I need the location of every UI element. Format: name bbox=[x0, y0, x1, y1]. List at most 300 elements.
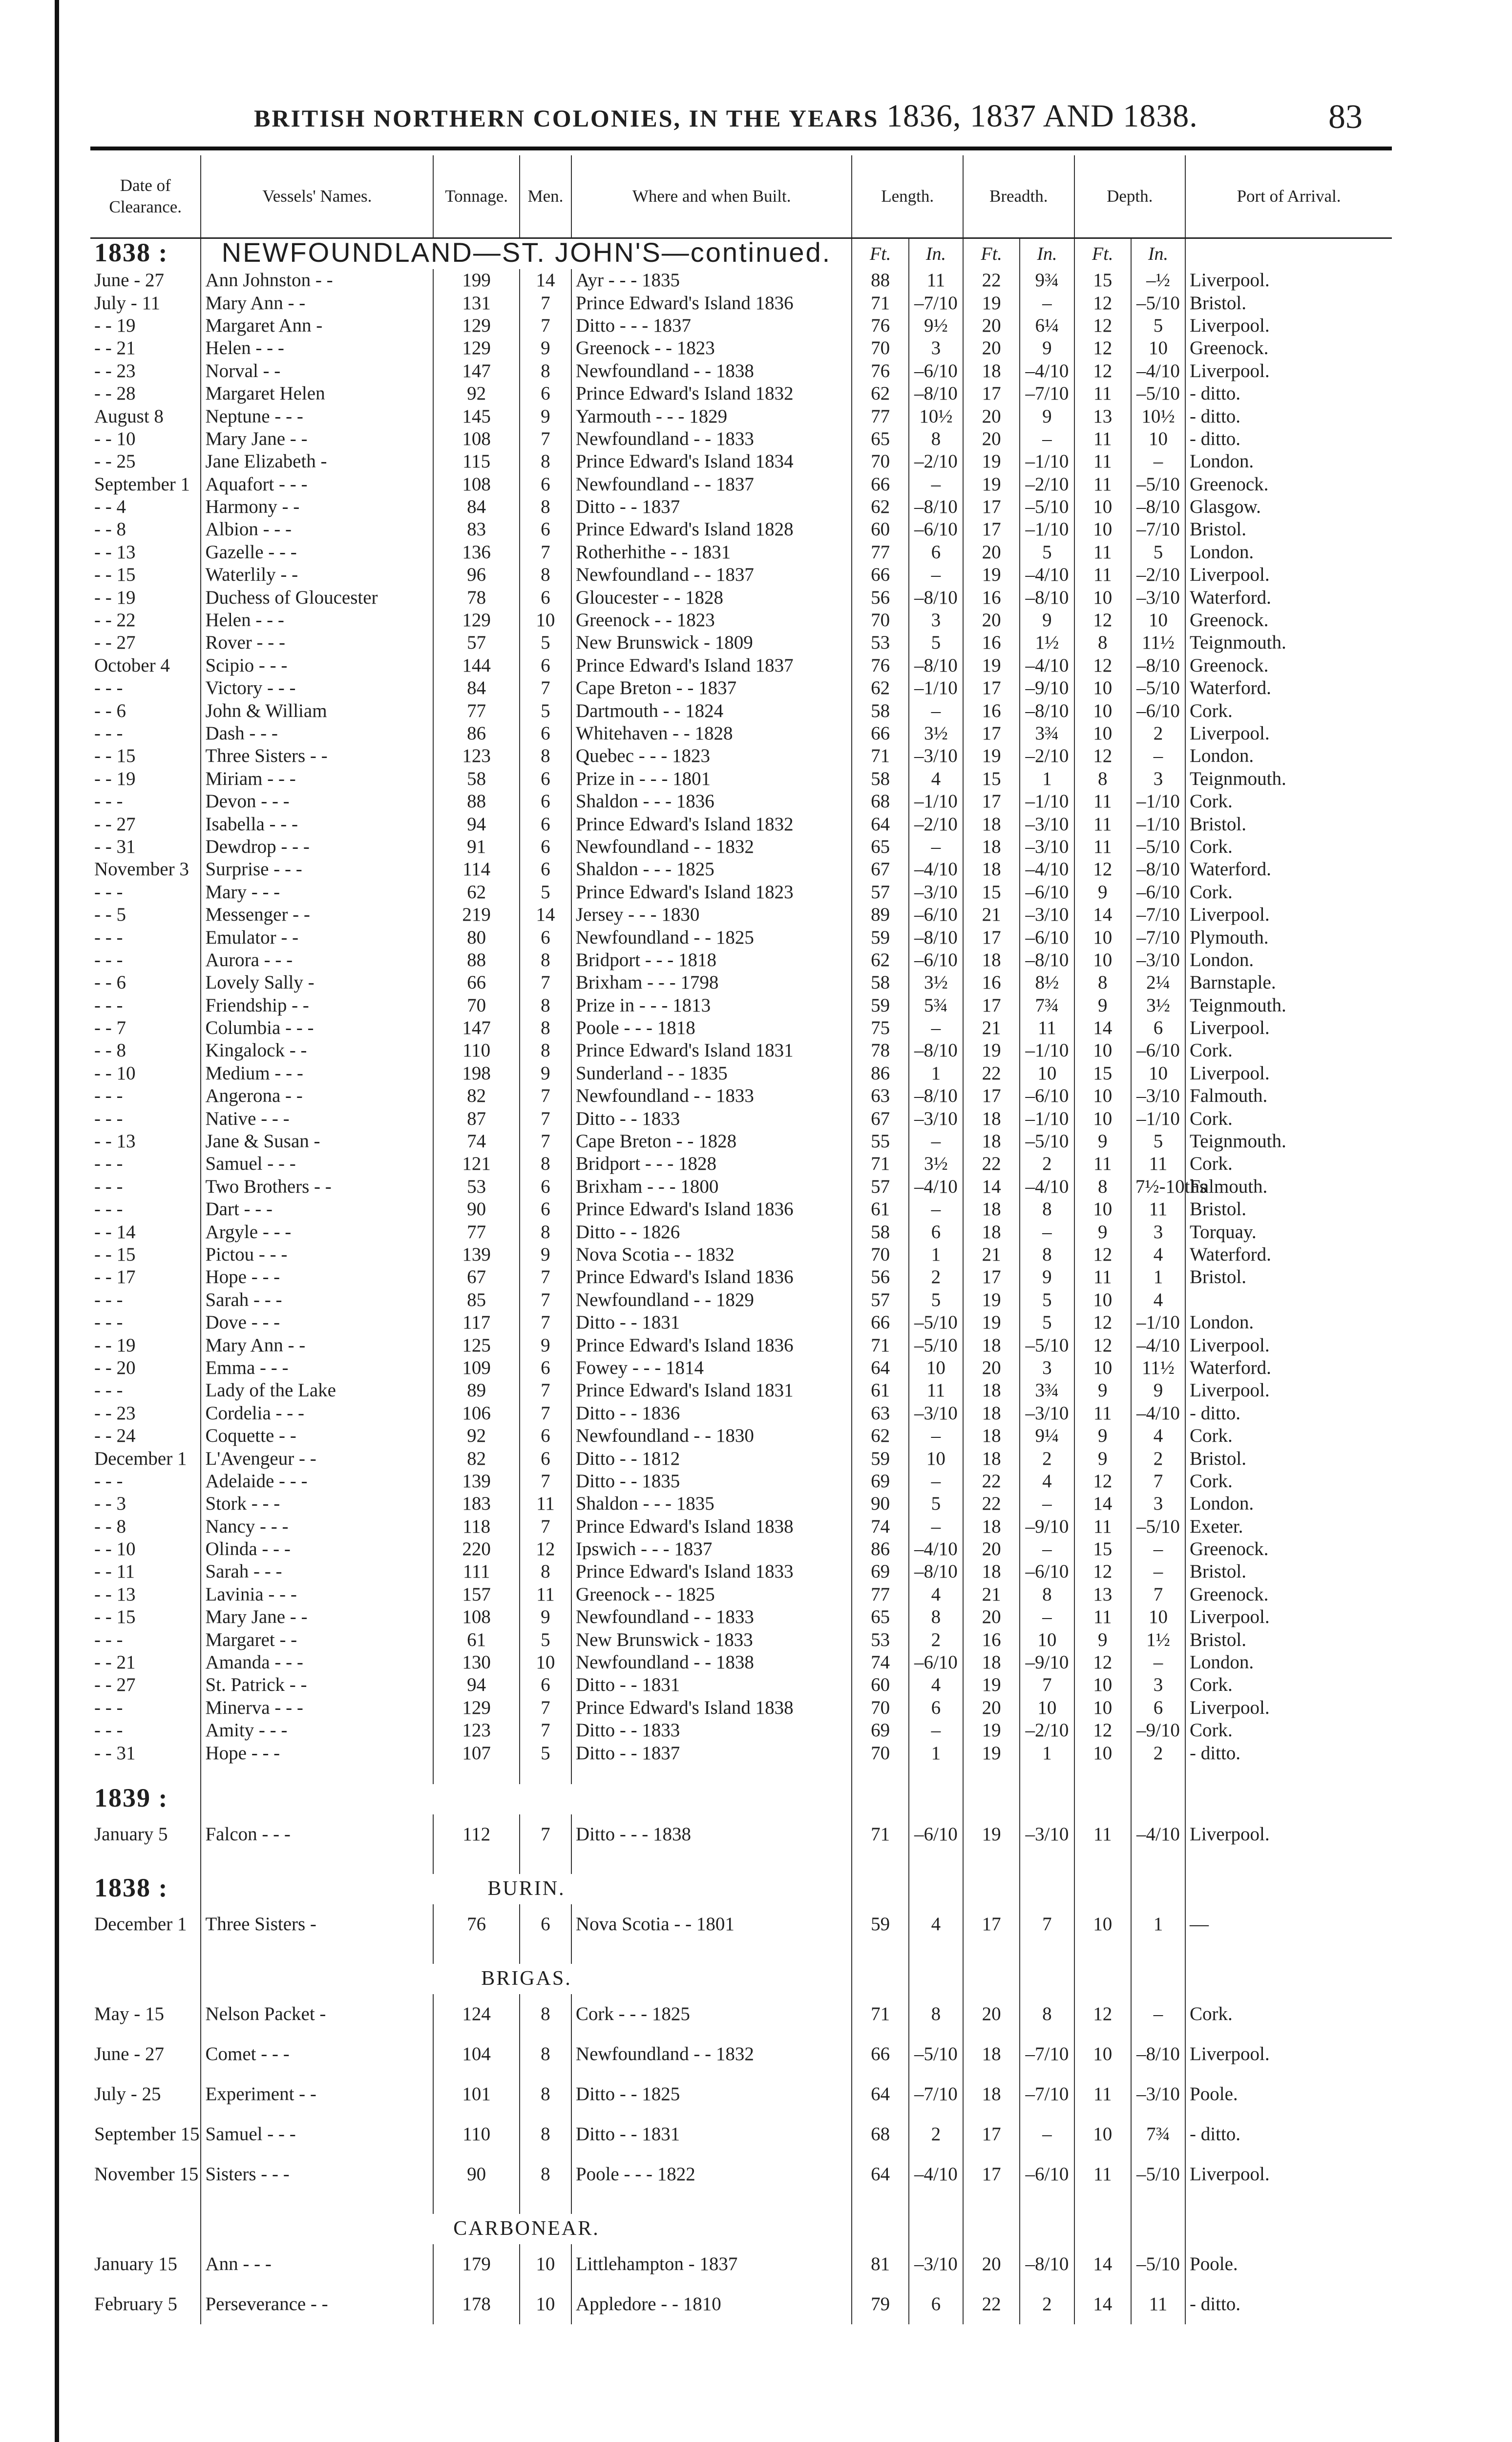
vessel-name: Mary - - - bbox=[201, 881, 433, 904]
spacer-cell bbox=[201, 1944, 433, 1964]
depth-feet: 14 bbox=[1074, 2284, 1131, 2324]
section-place: NEWFOUNDLAND—ST. JOHN'S—continued. bbox=[221, 236, 832, 268]
length-feet: 58 bbox=[852, 1221, 908, 1243]
depth-inches: –7/10 bbox=[1131, 904, 1185, 926]
depth-inches: 10½ bbox=[1131, 405, 1185, 427]
breadth-inches: 8 bbox=[1020, 1583, 1074, 1606]
depth-inches: –7/10 bbox=[1131, 926, 1185, 948]
tonnage: 108 bbox=[433, 428, 520, 450]
unit-inches-label: In. bbox=[925, 244, 946, 264]
vessel-name: Cordelia - - - bbox=[201, 1402, 433, 1425]
tonnage: 219 bbox=[433, 904, 520, 926]
length-inches: –8/10 bbox=[909, 586, 963, 609]
tonnage: 131 bbox=[433, 292, 520, 314]
blank-cell bbox=[1020, 1964, 1074, 1994]
breadth-feet: 22 bbox=[963, 1493, 1020, 1515]
length-feet: 58 bbox=[852, 971, 908, 994]
crew-count: 7 bbox=[520, 428, 571, 450]
vessel-row bbox=[90, 1493, 1392, 1515]
length-feet: 77 bbox=[852, 405, 908, 427]
built-place-year: Ditto - - 1837 bbox=[571, 496, 852, 518]
port-of-arrival: Bristol. bbox=[1185, 1560, 1392, 1583]
spacer-cell bbox=[1074, 1944, 1131, 1964]
vessel-row bbox=[90, 428, 1392, 450]
crew-count: 7 bbox=[520, 677, 571, 699]
breadth-feet: 17 bbox=[963, 382, 1020, 405]
breadth-inches: –3/10 bbox=[1020, 904, 1074, 926]
spacer-cell bbox=[433, 1765, 520, 1784]
port-of-arrival: Teignmouth. bbox=[1185, 994, 1392, 1017]
breadth-feet: 17 bbox=[963, 2154, 1020, 2194]
length-inches: –3/10 bbox=[909, 881, 963, 904]
vessel-row bbox=[90, 1379, 1392, 1402]
length-feet: 79 bbox=[852, 2284, 908, 2324]
depth-inches: –6/10 bbox=[1131, 881, 1185, 904]
depth-feet: 10 bbox=[1074, 1697, 1131, 1719]
clearance-date: - - 19 bbox=[94, 315, 136, 336]
tonnage: 109 bbox=[433, 1357, 520, 1379]
clearance-date: February 5 bbox=[94, 2293, 178, 2315]
clearance-date: - - - bbox=[94, 1697, 123, 1718]
clearance-date: - - 8 bbox=[94, 519, 126, 540]
tonnage: 123 bbox=[433, 1719, 520, 1742]
running-head-title: BRITISH NORTHERN COLONIES, IN THE YEARS bbox=[254, 105, 879, 132]
port-of-arrival: Cork. bbox=[1185, 790, 1392, 813]
spacer-cell bbox=[1074, 2194, 1131, 2214]
vessel-name: Ann - - - bbox=[201, 2244, 433, 2284]
breadth-inches: 9¾ bbox=[1020, 269, 1074, 292]
depth-feet: 13 bbox=[1074, 1583, 1131, 1606]
port-of-arrival: — bbox=[1185, 1904, 1392, 1944]
port-of-arrival: - ditto. bbox=[1185, 428, 1392, 450]
breadth-feet: 18 bbox=[963, 836, 1020, 858]
crew-count: 6 bbox=[520, 768, 571, 790]
depth-feet: 10 bbox=[1074, 1107, 1131, 1130]
clearance-date: - - 22 bbox=[94, 610, 136, 631]
length-feet: 56 bbox=[852, 586, 908, 609]
length-inches: –5/10 bbox=[909, 1311, 963, 1334]
clearance-date: - - 15 bbox=[94, 745, 136, 767]
port-of-arrival: London. bbox=[1185, 745, 1392, 767]
length-inches: 6 bbox=[909, 1697, 963, 1719]
clearance-date: October 4 bbox=[94, 654, 170, 676]
clearance-table bbox=[90, 155, 1392, 2324]
breadth-inches: 8 bbox=[1020, 1243, 1074, 1266]
depth-inches: 4 bbox=[1131, 1425, 1185, 1447]
depth-feet: 10 bbox=[1074, 1742, 1131, 1764]
breadth-feet: 15 bbox=[963, 881, 1020, 904]
col-tonnage: Tonnage. bbox=[433, 155, 520, 238]
tonnage: 66 bbox=[433, 971, 520, 994]
built-place-year: Sunderland - - 1835 bbox=[571, 1062, 852, 1085]
tonnage: 91 bbox=[433, 836, 520, 858]
depth-inches: – bbox=[1131, 1560, 1185, 1583]
breadth-inches: 3 bbox=[1020, 1357, 1074, 1379]
breadth-inches: –9/10 bbox=[1020, 1515, 1074, 1537]
tonnage: 88 bbox=[433, 790, 520, 813]
vessel-row bbox=[90, 269, 1392, 292]
vessel-name: Native - - - bbox=[201, 1107, 433, 1130]
port-of-arrival: Greenock. bbox=[1185, 1538, 1392, 1560]
crew-count: 6 bbox=[520, 813, 571, 835]
port-of-arrival: Cork. bbox=[1185, 1153, 1392, 1175]
depth-inches: 3½ bbox=[1131, 994, 1185, 1017]
clearance-date: July - 11 bbox=[94, 292, 161, 314]
depth-feet: 13 bbox=[1074, 405, 1131, 427]
depth-feet: 12 bbox=[1074, 745, 1131, 767]
tonnage: 121 bbox=[433, 1153, 520, 1175]
port-of-arrival: Teignmouth. bbox=[1185, 632, 1392, 654]
depth-feet: 10 bbox=[1074, 518, 1131, 541]
vessel-name: Neptune - - - bbox=[201, 405, 433, 427]
spacer-cell bbox=[201, 1854, 433, 1874]
breadth-feet: 21 bbox=[963, 1583, 1020, 1606]
breadth-inches: –2/10 bbox=[1020, 473, 1074, 496]
depth-inches: –5/10 bbox=[1131, 2154, 1185, 2194]
breadth-feet: 18 bbox=[963, 1447, 1020, 1470]
vessel-name: Margaret - - bbox=[201, 1628, 433, 1651]
clearance-date: - - 4 bbox=[94, 496, 126, 518]
built-place-year: Poole - - - 1822 bbox=[571, 2154, 852, 2194]
breadth-inches: 9 bbox=[1020, 405, 1074, 427]
breadth-feet: 18 bbox=[963, 1402, 1020, 1425]
built-place-year: Greenock - - 1823 bbox=[571, 609, 852, 632]
depth-feet: 12 bbox=[1074, 315, 1131, 337]
length-inches: 1 bbox=[909, 1742, 963, 1764]
length-feet: 64 bbox=[852, 2074, 908, 2114]
section-place: BRIGAS. bbox=[481, 1967, 572, 1990]
depth-inches: –5/10 bbox=[1131, 677, 1185, 699]
length-feet: 77 bbox=[852, 1583, 908, 1606]
vessel-name: Messenger - - bbox=[201, 904, 433, 926]
vessel-row bbox=[90, 745, 1392, 767]
depth-feet: 10 bbox=[1074, 1085, 1131, 1107]
tonnage: 62 bbox=[433, 881, 520, 904]
depth-inches: 2¼ bbox=[1131, 971, 1185, 994]
tonnage: 110 bbox=[433, 2114, 520, 2154]
vessel-row bbox=[90, 1425, 1392, 1447]
tonnage: 94 bbox=[433, 813, 520, 835]
built-place-year: Shaldon - - - 1835 bbox=[571, 1493, 852, 1515]
vessel-row bbox=[90, 1289, 1392, 1311]
breadth-inches: 7¾ bbox=[1020, 994, 1074, 1017]
length-feet: 59 bbox=[852, 926, 908, 948]
vessel-name: Samuel - - - bbox=[201, 2114, 433, 2154]
breadth-feet: 17 bbox=[963, 790, 1020, 813]
crew-count: 7 bbox=[520, 1814, 571, 1854]
vessel-name: Jane & Susan - bbox=[201, 1130, 433, 1153]
vessel-name: Dash - - - bbox=[201, 722, 433, 745]
depth-inches: –1/10 bbox=[1131, 1311, 1185, 1334]
vessel-name: Amity - - - bbox=[201, 1719, 433, 1742]
depth-feet: 8 bbox=[1074, 971, 1131, 994]
length-feet: 64 bbox=[852, 813, 908, 835]
unit-header-cell bbox=[909, 238, 963, 270]
port-of-arrival: Barnstaple. bbox=[1185, 971, 1392, 994]
depth-feet: 14 bbox=[1074, 1017, 1131, 1039]
built-place-year: Newfoundland - - 1825 bbox=[571, 926, 852, 948]
breadth-inches: –8/10 bbox=[1020, 699, 1074, 722]
vessel-row bbox=[90, 405, 1392, 427]
section-year-cell bbox=[90, 1964, 201, 1994]
depth-inches: –5/10 bbox=[1131, 292, 1185, 314]
breadth-inches: –4/10 bbox=[1020, 654, 1074, 677]
length-feet: 67 bbox=[852, 858, 908, 881]
built-place-year: Ipswich - - - 1837 bbox=[571, 1538, 852, 1560]
crew-count: 7 bbox=[520, 1289, 571, 1311]
depth-inches: –5/10 bbox=[1131, 2244, 1185, 2284]
depth-feet: 10 bbox=[1074, 1039, 1131, 1062]
spacer-cell bbox=[520, 1944, 571, 1964]
breadth-inches: 8 bbox=[1020, 1994, 1074, 2034]
breadth-inches: –7/10 bbox=[1020, 2034, 1074, 2074]
clearance-date: January 15 bbox=[94, 2253, 178, 2274]
length-inches: –1/10 bbox=[909, 790, 963, 813]
depth-feet: 10 bbox=[1074, 496, 1131, 518]
spacer-cell bbox=[1074, 1854, 1131, 1874]
spacer-cell bbox=[571, 2194, 852, 2214]
built-place-year: Rotherhithe - - 1831 bbox=[571, 541, 852, 564]
section-place-cell bbox=[201, 1964, 852, 1994]
depth-inches: 5 bbox=[1131, 1130, 1185, 1153]
vessel-name: Margaret Ann - bbox=[201, 315, 433, 337]
length-inches: – bbox=[909, 699, 963, 722]
tonnage: 92 bbox=[433, 1425, 520, 1447]
clearance-date: - - 21 bbox=[94, 1652, 136, 1673]
length-feet: 57 bbox=[852, 1176, 908, 1198]
port-of-arrival: Liverpool. bbox=[1185, 1062, 1392, 1085]
breadth-inches: –6/10 bbox=[1020, 2154, 1074, 2194]
crew-count: 10 bbox=[520, 2284, 571, 2324]
depth-feet: 9 bbox=[1074, 881, 1131, 904]
section-heading-row bbox=[90, 1964, 1392, 1994]
breadth-feet: 16 bbox=[963, 586, 1020, 609]
depth-feet: 10 bbox=[1074, 1289, 1131, 1311]
length-feet: 78 bbox=[852, 1039, 908, 1062]
spacer-cell bbox=[571, 1765, 852, 1784]
section-spacer bbox=[90, 1765, 1392, 1784]
section-place: CARBONEAR. bbox=[453, 2217, 600, 2240]
spacer-cell bbox=[433, 2194, 520, 2214]
depth-inches: 1 bbox=[1131, 1266, 1185, 1288]
breadth-inches: –2/10 bbox=[1020, 1719, 1074, 1742]
vessel-name: Stork - - - bbox=[201, 1493, 433, 1515]
depth-inches: – bbox=[1131, 450, 1185, 473]
vessel-row bbox=[90, 1221, 1392, 1243]
built-place-year: Ditto - - 1837 bbox=[571, 1742, 852, 1764]
vessel-row bbox=[90, 564, 1392, 586]
clearance-date: - - 28 bbox=[94, 383, 136, 404]
spacer-cell bbox=[1020, 1944, 1074, 1964]
port-of-arrival: Liverpool. bbox=[1185, 1334, 1392, 1356]
depth-inches: 6 bbox=[1131, 1017, 1185, 1039]
length-inches: 10 bbox=[909, 1357, 963, 1379]
breadth-inches: – bbox=[1020, 1606, 1074, 1628]
length-inches: 5 bbox=[909, 1289, 963, 1311]
length-inches: –5/10 bbox=[909, 2034, 963, 2074]
clearance-date: - - 10 bbox=[94, 428, 136, 449]
breadth-feet: 18 bbox=[963, 1221, 1020, 1243]
clearance-date: December 1 bbox=[94, 1913, 187, 1935]
spacer-cell bbox=[1185, 2194, 1392, 2214]
port-of-arrival: Teignmouth. bbox=[1185, 768, 1392, 790]
port-of-arrival: - ditto. bbox=[1185, 382, 1392, 405]
vessel-row bbox=[90, 1628, 1392, 1651]
breadth-feet: 18 bbox=[963, 858, 1020, 881]
vessel-row bbox=[90, 926, 1392, 948]
length-feet: 55 bbox=[852, 1130, 908, 1153]
breadth-feet: 17 bbox=[963, 994, 1020, 1017]
spacer-cell bbox=[201, 2194, 433, 2214]
vessel-row bbox=[90, 1560, 1392, 1583]
built-place-year: Greenock - - 1825 bbox=[571, 1583, 852, 1606]
vessel-name: Angerona - - bbox=[201, 1085, 433, 1107]
depth-feet: 12 bbox=[1074, 1651, 1131, 1674]
breadth-inches: –1/10 bbox=[1020, 518, 1074, 541]
clearance-date: - - 6 bbox=[94, 700, 126, 721]
crew-count: 10 bbox=[520, 2244, 571, 2284]
length-inches: 1 bbox=[909, 1062, 963, 1085]
length-inches: – bbox=[909, 473, 963, 496]
length-feet: 89 bbox=[852, 904, 908, 926]
built-place-year: Newfoundland - - 1838 bbox=[571, 1651, 852, 1674]
breadth-feet: 20 bbox=[963, 1994, 1020, 2034]
vessel-name: Olinda - - - bbox=[201, 1538, 433, 1560]
depth-inches: –4/10 bbox=[1131, 1402, 1185, 1425]
depth-feet: 11 bbox=[1074, 813, 1131, 835]
port-of-arrival: Plymouth. bbox=[1185, 926, 1392, 948]
length-feet: 71 bbox=[852, 292, 908, 314]
length-feet: 63 bbox=[852, 1085, 908, 1107]
tonnage: 104 bbox=[433, 2034, 520, 2074]
vessel-row bbox=[90, 2244, 1392, 2284]
breadth-inches: 6¼ bbox=[1020, 315, 1074, 337]
crew-count: 6 bbox=[520, 586, 571, 609]
vessel-row bbox=[90, 699, 1392, 722]
tonnage: 83 bbox=[433, 518, 520, 541]
breadth-feet: 18 bbox=[963, 949, 1020, 971]
tonnage: 147 bbox=[433, 360, 520, 382]
built-place-year: Ditto - - 1835 bbox=[571, 1470, 852, 1493]
built-place-year: Jersey - - - 1830 bbox=[571, 904, 852, 926]
built-place-year: New Brunswick - 1809 bbox=[571, 632, 852, 654]
crew-count: 6 bbox=[520, 1176, 571, 1198]
length-inches: –4/10 bbox=[909, 1176, 963, 1198]
spacer-cell bbox=[201, 1765, 433, 1784]
section-year-cell bbox=[90, 1784, 201, 1814]
depth-inches: –3/10 bbox=[1131, 1085, 1185, 1107]
built-place-year: Bridport - - - 1818 bbox=[571, 949, 852, 971]
clearance-date: - - - bbox=[94, 1199, 123, 1220]
vessel-name: Nelson Packet - bbox=[201, 1994, 433, 2034]
length-feet: 76 bbox=[852, 315, 908, 337]
section-heading-row bbox=[90, 2214, 1392, 2244]
vessel-name: Sarah - - - bbox=[201, 1289, 433, 1311]
clearance-date: - - - bbox=[94, 791, 123, 812]
breadth-inches: –3/10 bbox=[1020, 1402, 1074, 1425]
blank-cell bbox=[1185, 1964, 1392, 1994]
vessel-name: Dove - - - bbox=[201, 1311, 433, 1334]
col-breadth: Breadth. bbox=[963, 155, 1074, 238]
crew-count: 6 bbox=[520, 836, 571, 858]
breadth-feet: 22 bbox=[963, 2284, 1020, 2324]
depth-feet: 10 bbox=[1074, 2114, 1131, 2154]
crew-count: 11 bbox=[520, 1583, 571, 1606]
vessel-name: Sisters - - - bbox=[201, 2154, 433, 2194]
length-feet: 68 bbox=[852, 790, 908, 813]
port-of-arrival: Liverpool. bbox=[1185, 722, 1392, 745]
vessel-name: Adelaide - - - bbox=[201, 1470, 433, 1493]
length-inches: –8/10 bbox=[909, 1560, 963, 1583]
depth-feet: 11 bbox=[1074, 382, 1131, 405]
vessel-name: Sarah - - - bbox=[201, 1560, 433, 1583]
vessel-row bbox=[90, 360, 1392, 382]
depth-inches: 10 bbox=[1131, 1606, 1185, 1628]
section-year: 1838 : bbox=[94, 238, 168, 267]
breadth-feet: 18 bbox=[963, 1334, 1020, 1356]
length-feet: 71 bbox=[852, 1994, 908, 2034]
vessel-row bbox=[90, 654, 1392, 677]
length-feet: 65 bbox=[852, 428, 908, 450]
depth-inches: –8/10 bbox=[1131, 496, 1185, 518]
clearance-date: - - - bbox=[94, 677, 123, 699]
breadth-inches: –8/10 bbox=[1020, 586, 1074, 609]
crew-count: 9 bbox=[520, 1062, 571, 1085]
clearance-date: - - 19 bbox=[94, 587, 136, 608]
breadth-inches: –2/10 bbox=[1020, 745, 1074, 767]
crew-count: 7 bbox=[520, 1697, 571, 1719]
blank-cell bbox=[963, 1964, 1020, 1994]
spacer-cell bbox=[909, 1765, 963, 1784]
port-of-arrival: Liverpool. bbox=[1185, 1697, 1392, 1719]
crew-count: 6 bbox=[520, 1425, 571, 1447]
length-feet: 69 bbox=[852, 1719, 908, 1742]
depth-inches: –6/10 bbox=[1131, 699, 1185, 722]
built-place-year: Littlehampton - 1837 bbox=[571, 2244, 852, 2284]
tonnage: 129 bbox=[433, 609, 520, 632]
section-place-cell bbox=[201, 1784, 852, 1814]
length-inches: –2/10 bbox=[909, 813, 963, 835]
tonnage: 108 bbox=[433, 473, 520, 496]
built-place-year: Prince Edward's Island 1837 bbox=[571, 654, 852, 677]
vessel-row bbox=[90, 292, 1392, 314]
depth-feet: 8 bbox=[1074, 632, 1131, 654]
vessel-name: Two Brothers - - bbox=[201, 1176, 433, 1198]
tonnage: 129 bbox=[433, 1697, 520, 1719]
depth-inches: –5/10 bbox=[1131, 1515, 1185, 1537]
length-feet: 90 bbox=[852, 1493, 908, 1515]
breadth-feet: 19 bbox=[963, 1289, 1020, 1311]
vessel-row bbox=[90, 1198, 1392, 1221]
unit-header-cell bbox=[1074, 238, 1131, 270]
vessel-row bbox=[90, 1107, 1392, 1130]
crew-count: 7 bbox=[520, 1107, 571, 1130]
crew-count: 5 bbox=[520, 632, 571, 654]
vessel-name: Three Sisters - bbox=[201, 1904, 433, 1944]
crew-count: 6 bbox=[520, 926, 571, 948]
depth-inches: 7 bbox=[1131, 1470, 1185, 1493]
built-place-year: Prince Edward's Island 1831 bbox=[571, 1379, 852, 1402]
length-feet: 53 bbox=[852, 1628, 908, 1651]
vessel-row bbox=[90, 632, 1392, 654]
vessel-name: Aurora - - - bbox=[201, 949, 433, 971]
length-inches: –3/10 bbox=[909, 2244, 963, 2284]
depth-inches: –3/10 bbox=[1131, 586, 1185, 609]
breadth-feet: 19 bbox=[963, 1719, 1020, 1742]
crew-count: 8 bbox=[520, 2034, 571, 2074]
spacer-cell bbox=[1185, 1944, 1392, 1964]
clearance-date: - - 11 bbox=[94, 1561, 135, 1582]
